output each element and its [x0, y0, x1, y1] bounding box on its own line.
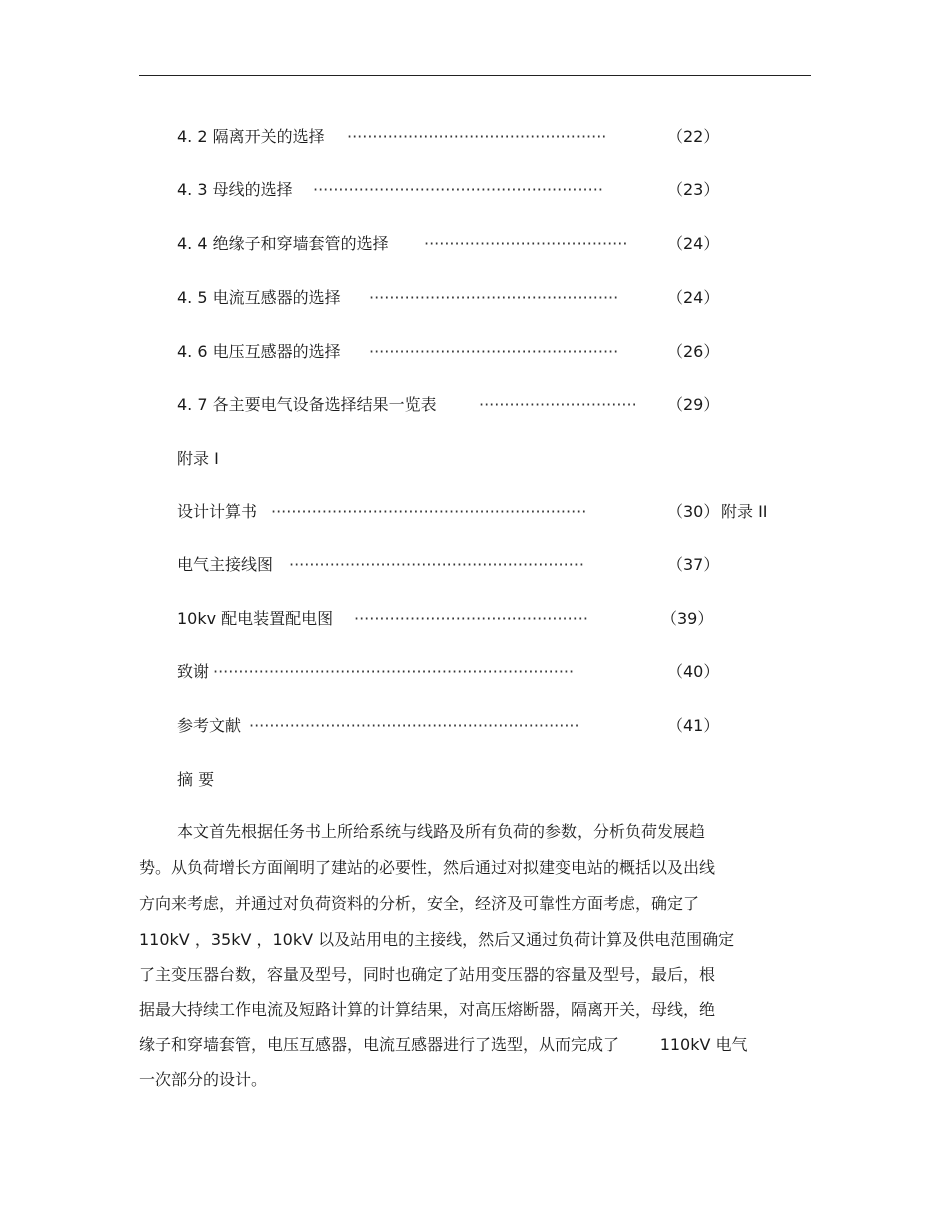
toc-entry-4-4[interactable]: [177, 232, 737, 256]
toc-label: 4. 3 母线的选择: [177, 180, 293, 199]
toc-label: 参考文献: [177, 716, 242, 735]
abstract-line: 缘子和穿墙套管，电压互感器，电流互感器进行了选型，从而完成了 110kV 电气: [139, 1035, 748, 1054]
toc-page-number: （24）: [667, 288, 720, 307]
toc-page-number: （37）: [667, 555, 720, 574]
toc-label: 4. 7 各主要电气设备选择结果一览表: [177, 395, 437, 414]
toc-leader: ···················································: [347, 127, 607, 146]
toc-entry-4-5[interactable]: [177, 286, 737, 310]
toc-leader: ··························································: [289, 555, 584, 574]
abstract-line: 势。从负荷增长方面阐明了建站的必要性，然后通过对拟建变电站的概括以及出线: [139, 858, 716, 877]
toc-entry-4-3[interactable]: [177, 178, 737, 202]
toc-page-number: （26）: [667, 342, 720, 361]
toc-page-number: （23）: [667, 180, 720, 199]
toc-leader: ·································································: [249, 716, 580, 735]
toc-page-number: （40）: [667, 662, 720, 681]
toc-leader: ······························································: [271, 502, 587, 521]
toc-label: 4. 2 隔离开关的选择: [177, 127, 325, 146]
toc-page-number: （41）: [667, 716, 720, 735]
toc-label: 致谢: [177, 662, 210, 681]
toc-label: 电气主接线图: [177, 555, 274, 574]
toc-page-number: （29）: [667, 395, 720, 414]
toc-entry-main-wiring-diagram[interactable]: [177, 553, 737, 577]
abstract-line: 110kV ，35kV ，10kV 以及站用电的主接线，然后又通过负荷计算及供电范围确定: [139, 930, 735, 949]
toc-page-number: （30）: [667, 502, 720, 521]
header-rule: [139, 75, 811, 76]
toc-leader: ·······························: [479, 395, 637, 414]
toc-page-number: （22）: [667, 127, 720, 146]
toc-entry-switchgear-diagram[interactable]: [177, 607, 737, 631]
toc-leader: ········································: [424, 234, 628, 253]
toc-label: 4. 6 电压互感器的选择: [177, 342, 341, 361]
toc-entry-4-7[interactable]: [177, 393, 737, 417]
abstract-line: 据最大持续工作电流及短路计算的计算结果，对高压熔断器，隔离开关，母线，绝: [139, 1000, 716, 1019]
abstract-title: 摘 要: [177, 770, 215, 789]
toc-page-number: （24）: [667, 234, 720, 253]
toc-entry-references[interactable]: [177, 714, 737, 738]
abstract-line: 本文首先根据任务书上所给系统与线路及所有负荷的参数，分析负荷发展趋: [177, 822, 706, 841]
toc-entry-acknowledgement[interactable]: [177, 660, 737, 684]
toc-label: 4. 5 电流互感器的选择: [177, 288, 341, 307]
toc-leader: ·························································: [313, 180, 603, 199]
toc-entry-4-6[interactable]: [177, 340, 737, 364]
appendix-2-heading: 附录 II: [721, 502, 768, 521]
toc-entry-calculation-book[interactable]: [177, 500, 787, 524]
toc-entry-4-2[interactable]: [177, 125, 737, 149]
toc-leader: ·················································: [369, 342, 619, 361]
abstract-line: 了主变压器台数，容量及型号，同时也确定了站用变压器的容量及型号，最后，根: [139, 965, 716, 984]
appendix-1-heading: 附录 I: [177, 449, 219, 468]
toc-leader: ·······································································: [213, 662, 575, 681]
toc-page-number: （39）: [661, 609, 714, 628]
abstract-line: 一次部分的设计。: [139, 1070, 268, 1089]
toc-label: 10kv 配电装置配电图: [177, 609, 334, 628]
abstract-line: 方向来考虑，并通过对负荷资料的分析，安全，经济及可靠性方面考虑，确定了: [139, 894, 700, 913]
toc-label: 4. 4 绝缘子和穿墙套管的选择: [177, 234, 389, 253]
toc-label: 设计计算书: [177, 502, 258, 521]
toc-leader: ·················································: [369, 288, 619, 307]
toc-leader: ··············································: [354, 609, 588, 628]
